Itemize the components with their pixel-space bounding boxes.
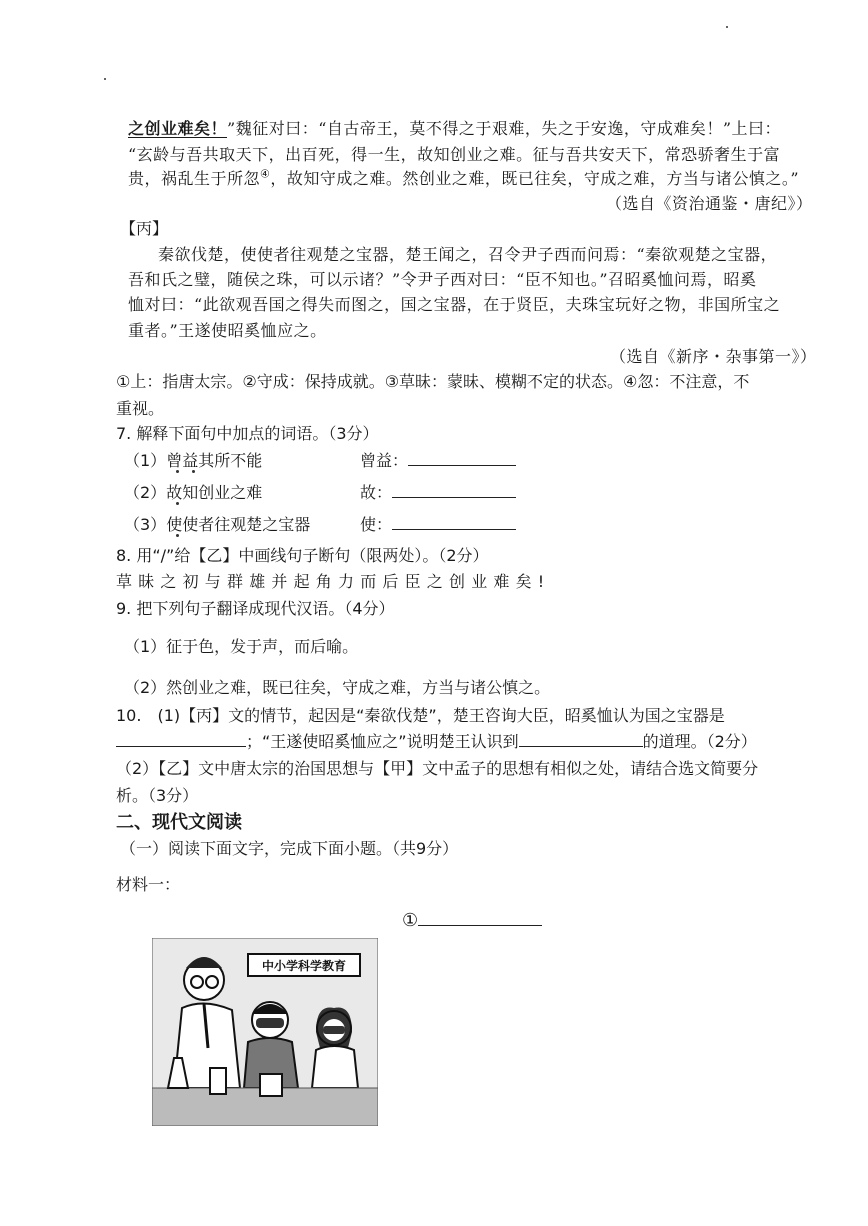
material-blank: ① [402,910,542,931]
sign-text: 中小学科学教育 [261,959,347,973]
answer-blank[interactable] [519,732,643,747]
passage-yi-source: （选自《资治通鉴・唐纪》） [606,194,813,213]
emphasis-dot [192,470,195,473]
q9-stem: 9. 把下列句子翻译成现代汉语。（4分） [116,599,395,618]
notes-line-1: ①上：指唐太宗。②守成：保持成就。③草昧：蒙昧、模糊不定的状态。④忽：不注意，不 [116,372,750,391]
material-label: 材料一： [116,875,181,894]
q10-line-3: （2）【乙】文中唐太宗的治国思想与【甲】文中孟子的思想有相似之处，请结合选文简要分 [116,759,759,778]
passage-bing-label: 【丙】 [120,219,169,238]
q9-sentence-2: （2）然创业之难，既已往矣，守成之难，方当与诸公慎之。 [124,678,551,697]
section-subtitle: （一）阅读下面文字，完成下面小题。（共9分） [120,839,459,858]
passage-bing-line-3: 恤对曰：“此欲观吾国之得失而图之，国之宝器，在于贤臣，夫珠宝玩好之物，非国所宝之 [128,295,781,314]
emphasis-dot [176,534,179,537]
passage-bing-line-1: 秦欲伐楚，使使者往观楚之宝器，楚王闻之，召令尹子西而问焉：“秦欲观楚之宝器， [158,245,778,264]
answer-blank[interactable] [408,451,516,466]
beaker-icon [260,1074,282,1096]
answer-blank[interactable] [116,732,246,747]
emphasis-dot [176,470,179,473]
beaker-icon [210,1068,226,1094]
q10-line-4: 析。（3分） [116,786,199,805]
passage-bing-line-4: 重者。”王遂使昭奚恤应之。 [128,321,327,340]
scan-speck [104,78,106,80]
q10-line-1: 10. (1)【丙】文的情节，起因是“秦欲伐楚”，楚王咨询大臣，昭奚恤认为国之宝器是 [116,706,725,725]
emphasis-dot [176,502,179,505]
scan-speck [726,26,728,28]
passage-bing-source: （选自《新序・杂事第一》） [610,347,817,366]
q7-item-3: （3）使使者往观楚之宝器 [124,515,311,534]
q8-sentence: 草昧之初与群雄并起角力而后臣之创业难矣! [116,572,551,591]
answer-blank[interactable] [392,515,516,530]
q7-answer-1: 曾益： [360,448,516,471]
q9-sentence-1: （1）征于色，发于声，而后喻。 [124,637,359,656]
underlined-sentence-end: 之创业难矣！ [128,119,228,138]
girl-body [312,1046,358,1088]
passage-yi-line-1: 之创业难矣！”魏征对曰：“自古帝王，莫不得之于艰难，失之于安逸，守成难矣！”上曰： [128,119,782,138]
passage-bing-line-2: 吾和氏之璧，随侯之珠，可以示诸？”令尹子西对曰：“臣不知也。”召昭奚恤问焉，昭奚 [128,270,757,289]
notes-line-2: 重视。 [116,399,165,418]
passage-yi-line-3: 贵，祸乱生于所忽④，故知守成之难。然创业之难，既已往矣，守成之难，方当与诸公慎之。” [128,167,800,188]
q7-answer-3: 使： [360,512,516,535]
answer-blank[interactable] [418,911,542,926]
q10-line-2: ；“王遂使昭奚恤应之”说明楚王认识到 的道理。（2分） [116,729,757,752]
q7-item-2: （2）故知创业之难 [124,483,263,502]
q7-stem: 7. 解释下面句中加点的词语。（3分） [116,424,379,443]
q7-answer-2: 故： [360,480,516,503]
answer-blank[interactable] [392,483,516,498]
q7-item-1: （1）曾益其所不能 [124,451,263,470]
science-education-cartoon [152,938,378,1126]
section-title: 二、现代文阅读 [116,812,242,833]
passage-yi-line-2: “玄龄与吾共取天下，出百死，得一生，故知创业之难。征与吾共安天下，常恐骄奢生于富 [128,145,781,164]
q8-stem: 8. 用“/”给【乙】中画线句子断句（限两处）。（2分） [116,546,489,565]
